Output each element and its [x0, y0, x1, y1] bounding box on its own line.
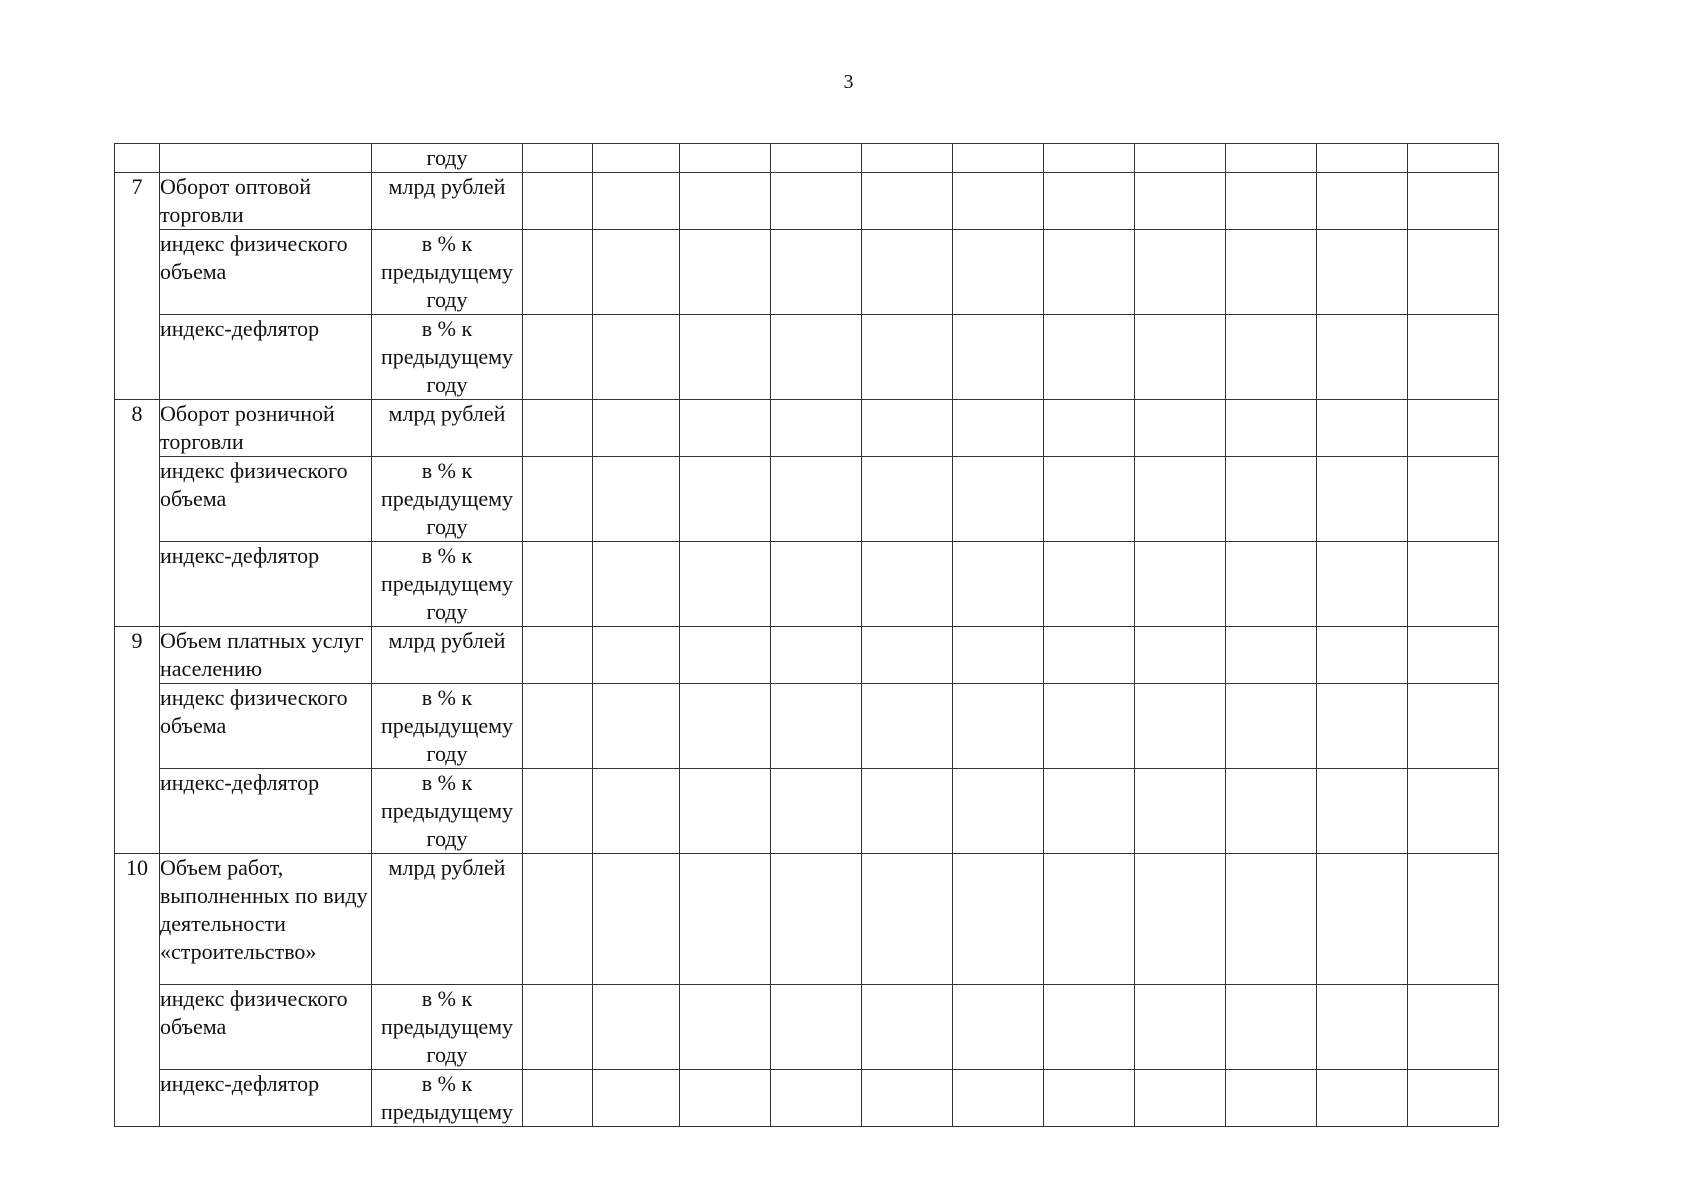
- table-row: [115, 173, 1499, 230]
- value-cell: [1226, 230, 1317, 315]
- value-cell: [1317, 684, 1408, 769]
- unit-cell: в % к предыдущему году: [372, 315, 523, 400]
- value-cell: [1226, 542, 1317, 627]
- value-cell: [1408, 542, 1499, 627]
- value-cell: [771, 400, 862, 457]
- value-cell: [771, 457, 862, 542]
- value-cell: [771, 1070, 862, 1127]
- value-cell: [771, 985, 862, 1070]
- value-cell: [1135, 315, 1226, 400]
- value-cell: [1044, 457, 1135, 542]
- value-cell: [1317, 173, 1408, 230]
- value-cell: [1135, 173, 1226, 230]
- value-cell: [1408, 315, 1499, 400]
- table-row: [115, 315, 1499, 400]
- value-cell: [593, 173, 680, 230]
- table-row: [115, 1070, 1499, 1127]
- value-cell: [1135, 627, 1226, 684]
- row-number-cell: 7: [115, 173, 160, 400]
- row-number-cell: 9: [115, 627, 160, 854]
- unit-cell: в % к предыдущему году: [372, 230, 523, 315]
- value-cell: [1226, 457, 1317, 542]
- value-cell: [862, 769, 953, 854]
- unit-cell: млрд рублей: [372, 854, 523, 985]
- value-cell: [1135, 769, 1226, 854]
- value-cell: [1044, 985, 1135, 1070]
- value-cell: [862, 230, 953, 315]
- value-cell: [1226, 854, 1317, 985]
- value-cell: [1135, 400, 1226, 457]
- value-cell: [771, 230, 862, 315]
- indicator-name-cell: индекс-дефлятор: [160, 315, 372, 400]
- value-cell: [1226, 627, 1317, 684]
- value-cell: [1135, 1070, 1226, 1127]
- value-cell: [1226, 769, 1317, 854]
- value-cell: [1135, 144, 1226, 173]
- value-cell: [1317, 315, 1408, 400]
- value-cell: [680, 1070, 771, 1127]
- value-cell: [680, 627, 771, 684]
- unit-cell: в % к предыдущему: [372, 1070, 523, 1127]
- value-cell: [523, 230, 593, 315]
- value-cell: [680, 684, 771, 769]
- indicator-name-cell: индекс-дефлятор: [160, 542, 372, 627]
- table-row: [115, 542, 1499, 627]
- row-number-cell: 8: [115, 400, 160, 627]
- value-cell: [1317, 144, 1408, 173]
- value-cell: [1044, 542, 1135, 627]
- value-cell: [523, 315, 593, 400]
- value-cell: [862, 542, 953, 627]
- value-cell: [1408, 400, 1499, 457]
- value-cell: [1135, 854, 1226, 985]
- value-cell: [1408, 144, 1499, 173]
- value-cell: [862, 400, 953, 457]
- value-cell: [593, 457, 680, 542]
- unit-cell: в % к предыдущему году: [372, 985, 523, 1070]
- value-cell: [1226, 400, 1317, 457]
- unit-cell: млрд рублей: [372, 173, 523, 230]
- value-cell: [680, 769, 771, 854]
- unit-cell: млрд рублей: [372, 627, 523, 684]
- value-cell: [1226, 144, 1317, 173]
- value-cell: [680, 315, 771, 400]
- value-cell: [953, 400, 1044, 457]
- value-cell: [523, 457, 593, 542]
- value-cell: [953, 985, 1044, 1070]
- value-cell: [523, 769, 593, 854]
- value-cell: [593, 400, 680, 457]
- value-cell: [1044, 315, 1135, 400]
- value-cell: [771, 173, 862, 230]
- unit-cell: в % к предыдущему году: [372, 769, 523, 854]
- value-cell: [593, 230, 680, 315]
- value-cell: [523, 144, 593, 173]
- value-cell: [593, 1070, 680, 1127]
- value-cell: [1317, 854, 1408, 985]
- value-cell: [593, 684, 680, 769]
- value-cell: [593, 627, 680, 684]
- table-row: [115, 854, 1499, 985]
- value-cell: [1044, 627, 1135, 684]
- value-cell: [523, 985, 593, 1070]
- value-cell: [1317, 627, 1408, 684]
- value-cell: [771, 854, 862, 985]
- value-cell: [771, 684, 862, 769]
- value-cell: [953, 684, 1044, 769]
- value-cell: [1135, 457, 1226, 542]
- value-cell: [862, 985, 953, 1070]
- value-cell: [1317, 230, 1408, 315]
- value-cell: [523, 684, 593, 769]
- table-row: [115, 400, 1499, 457]
- value-cell: [1317, 1070, 1408, 1127]
- table-body: [115, 144, 1499, 1127]
- value-cell: [771, 315, 862, 400]
- value-cell: [680, 457, 771, 542]
- row-number-cell: 10: [115, 854, 160, 1127]
- value-cell: [862, 1070, 953, 1127]
- value-cell: [680, 985, 771, 1070]
- unit-cell: млрд рублей: [372, 400, 523, 457]
- table-row: [115, 769, 1499, 854]
- value-cell: [953, 854, 1044, 985]
- value-cell: [953, 1070, 1044, 1127]
- value-cell: [593, 315, 680, 400]
- value-cell: [1408, 173, 1499, 230]
- value-cell: [862, 144, 953, 173]
- value-cell: [680, 144, 771, 173]
- value-cell: [1408, 684, 1499, 769]
- value-cell: [593, 769, 680, 854]
- indicator-name-cell: [160, 144, 372, 173]
- value-cell: [1135, 684, 1226, 769]
- value-cell: [680, 542, 771, 627]
- value-cell: [1408, 854, 1499, 985]
- value-cell: [523, 1070, 593, 1127]
- table-row: [115, 457, 1499, 542]
- value-cell: [1044, 173, 1135, 230]
- value-cell: [953, 315, 1044, 400]
- value-cell: [593, 542, 680, 627]
- value-cell: [862, 457, 953, 542]
- value-cell: [523, 627, 593, 684]
- value-cell: [680, 173, 771, 230]
- value-cell: [1226, 173, 1317, 230]
- indicator-name-cell: индекс физического объема: [160, 457, 372, 542]
- value-cell: [1408, 627, 1499, 684]
- unit-cell: в % к предыдущему году: [372, 457, 523, 542]
- value-cell: [1408, 1070, 1499, 1127]
- table-row: [115, 144, 1499, 173]
- value-cell: [1044, 769, 1135, 854]
- indicator-name-cell: Объем платных услуг населению: [160, 627, 372, 684]
- value-cell: [1044, 400, 1135, 457]
- value-cell: [1226, 985, 1317, 1070]
- value-cell: [771, 144, 862, 173]
- indicator-name-cell: индекс физического объема: [160, 684, 372, 769]
- unit-cell: в % к предыдущему году: [372, 684, 523, 769]
- table-row: [115, 985, 1499, 1070]
- indicator-table: [114, 143, 1499, 1127]
- indicator-name-cell: индекс физического объема: [160, 230, 372, 315]
- value-cell: [862, 684, 953, 769]
- value-cell: [1408, 985, 1499, 1070]
- indicator-name-cell: индекс физического объема: [160, 985, 372, 1070]
- value-cell: [771, 769, 862, 854]
- value-cell: [1226, 684, 1317, 769]
- row-number-cell: [115, 144, 160, 173]
- value-cell: [523, 542, 593, 627]
- value-cell: [771, 627, 862, 684]
- value-cell: [1226, 315, 1317, 400]
- value-cell: [1044, 684, 1135, 769]
- value-cell: [1135, 985, 1226, 1070]
- value-cell: [680, 400, 771, 457]
- value-cell: [1408, 769, 1499, 854]
- unit-cell: в % к предыдущему году: [372, 542, 523, 627]
- value-cell: [1317, 542, 1408, 627]
- value-cell: [953, 542, 1044, 627]
- value-cell: [523, 854, 593, 985]
- indicator-name-cell: Объем работ, выполненных по виду деятельности «строительство»: [160, 854, 372, 985]
- value-cell: [1135, 542, 1226, 627]
- value-cell: [1135, 230, 1226, 315]
- table-row: [115, 684, 1499, 769]
- table-row: [115, 230, 1499, 315]
- value-cell: [953, 457, 1044, 542]
- value-cell: [862, 854, 953, 985]
- indicator-name-cell: Оборот оптовой торговли: [160, 173, 372, 230]
- table-row: [115, 627, 1499, 684]
- value-cell: [862, 315, 953, 400]
- value-cell: [1317, 400, 1408, 457]
- value-cell: [1044, 1070, 1135, 1127]
- value-cell: [1317, 769, 1408, 854]
- value-cell: [953, 230, 1044, 315]
- indicator-name-cell: индекс-дефлятор: [160, 1070, 372, 1127]
- unit-cell: году: [372, 144, 523, 173]
- value-cell: [1408, 230, 1499, 315]
- value-cell: [593, 144, 680, 173]
- value-cell: [1317, 457, 1408, 542]
- value-cell: [1226, 1070, 1317, 1127]
- value-cell: [1317, 985, 1408, 1070]
- value-cell: [1044, 230, 1135, 315]
- indicator-name-cell: индекс-дефлятор: [160, 769, 372, 854]
- value-cell: [680, 230, 771, 315]
- page-number: 3: [843, 71, 854, 93]
- value-cell: [593, 854, 680, 985]
- value-cell: [680, 854, 771, 985]
- value-cell: [953, 627, 1044, 684]
- value-cell: [862, 627, 953, 684]
- value-cell: [862, 173, 953, 230]
- indicator-name-cell: Оборот розничной торговли: [160, 400, 372, 457]
- value-cell: [593, 985, 680, 1070]
- value-cell: [1408, 457, 1499, 542]
- value-cell: [771, 542, 862, 627]
- value-cell: [1044, 854, 1135, 985]
- value-cell: [953, 173, 1044, 230]
- value-cell: [523, 173, 593, 230]
- value-cell: [523, 400, 593, 457]
- value-cell: [1044, 144, 1135, 173]
- value-cell: [953, 769, 1044, 854]
- value-cell: [953, 144, 1044, 173]
